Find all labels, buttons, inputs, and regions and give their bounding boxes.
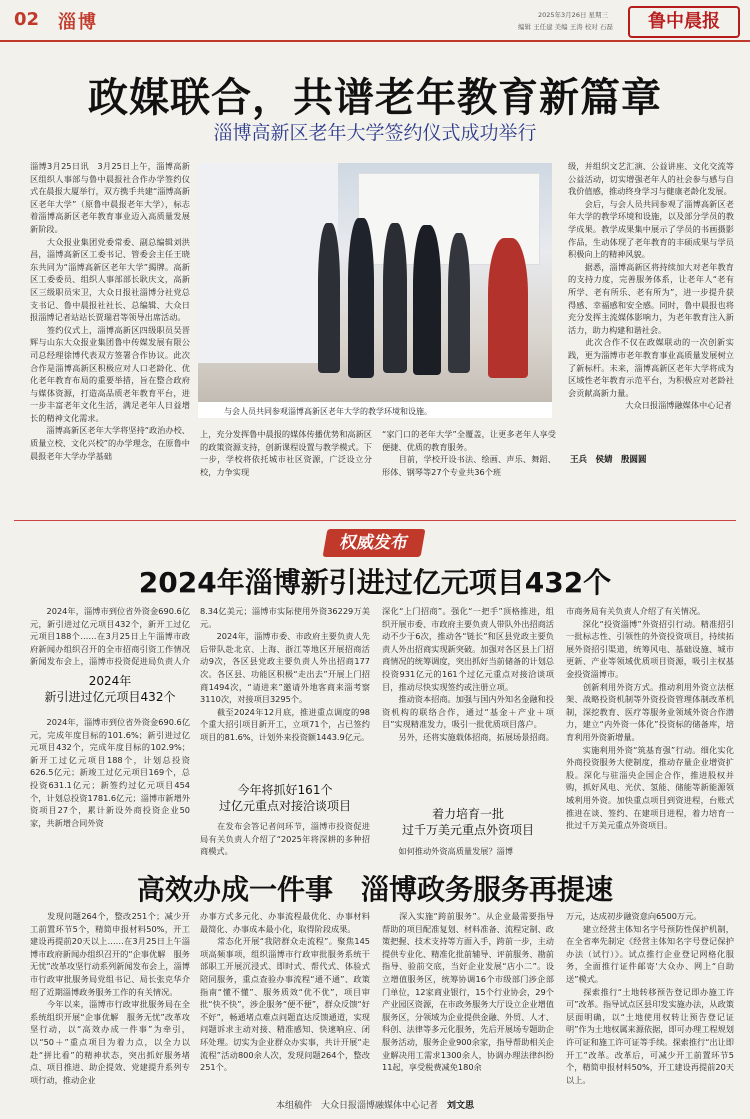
lead-column-1: 淄博3月25日讯 3月25日上午，淄博高新区组织人事部与鲁中晨报社合作办学签约仪式在晨报大厦举行，双方携手共建“淄博高新区老年大学”（原鲁中晨报老年大学），标志着淄博高新区老年教育事业迈入高质量发展新阶段。 大众报业集团党委常委、副总编辑刘洪昌，淄博高新区工委书记、管委会主任王晓东共同为“淄博高新区老年大学”揭牌。高新区工委委员、组织人事部部长耿庆文，高新区三级职员宋卫，大众日报社淄博分社党总支书记、鲁中晨报社社长、总编辑、大众日报淄博记者站站长贾瑞君等领导出席活动。 签约仪式上，淄博高新区四级职员吴晋辉与山东大众报业集团鲁中传媒发展有限公司总经理徐博代表双方签署合作协议。此次合作是淄博高新区积极应对人口老龄化、优化老年教育布局的重要举措，旨在整合政府与媒体资源，打造高品质老年教育平台，进一步丰富老年文化生活，满足老年人日益增长的精神文化需求。 淄博高新区老年大学将坚持“政治办校、质量立校、文化兴校”的办学理念，在原鲁中晨报老年大学办学基础 [30,161,190,461]
footer-text: 本组稿件 大众日报淄博融媒体中心记者 [275,1101,438,1111]
article3-column-2: 办事方式多元化、办事流程最优化、办事材料最简化、办事成本最小化，取得阶段成果。 常态化开展“我陪群众走流程”。聚焦145项高频事项，组织淄博市行政审批服务系统干部职工开展沉浸式、即时式、帮代式、体验式陪同服务，重点查验办事流程“通不通”、政策指南“懂不懂”、服务质效“优不优”，项目审批“快不快”，涉企服务“便不便”，群众反馈“好不好”，畅通堵点难点问题直达反馈通道，实现问题诉求主动对接、精准感知、快速响应、闭环处理。切实为企业群众办实事，共计开展“走流程”活动800余人次，发现问题264个，整改251个。 [200,911,370,1073]
article2-subhead-3: 着力培育一批 过千万美元重点外资项目 [401,807,534,837]
footer-name: 刘文思 [447,1101,475,1111]
article2-sidebar-heading: 2024年 新引进过亿元项目432个 [44,674,176,704]
article2-column-4: 市商务局有关负责人介绍了有关情况。 深化“投资淄博”外资招引行动。精准招引一批标志性、引领性的外资投资项目，持续拓展外资招引渠道，统筹风电、基础设施、城市更新、产业等领域优质项目资源，吸引主权基金投资淄博市。 创新利用外资方式。推动利用外资立法框架、战略投资机制等外资投资管理体制改革机制，深挖教育、医疗等服务业领域外资合作潜力，建立“内外资一体化”投资标的储备库，培育利用外资新增量。 实施利用外资“筑基育强”行动。细化实化外商投资服务大使制度，推动存量企业增资扩股。深化与驻淄央企国企合作，推进股权并购，抓好风电、光伏、氢能、储能等新能源领域利用外资。加快重点项目到资进程，台账式推进在谈、签约、在建项目进程，着力培育一批过千万美元重点外资项目。 [566,606,734,831]
lead-subheadline: 淄博高新区老年大学签约仪式成功举行 [213,122,537,144]
photo-caption: 与会人员共同参观淄博高新区老年大学的教学环境和设施。 [224,407,432,416]
article2-column-3a: 深化“上门招商”。强化“一把手”顶格推进，组织开展市委、市政府主要负责人带队外出招商活动不少于6次，推动各“链长”和区县党政主要负责人外出招商实现新突破。加强对各区县上门招商情况的统筹调度，突出抓好当前储备的计划总投资931亿元的161个过亿元重点对接洽谈项目，推动尽快实现签约或注册立项。 推动资本招商。加强与国内外知名金融和投资机构的联络合作，通过“基金＋产业＋项目”实现精准发力，吸引一批优质项目落户。 另外，还将实施载体招商，拓展场景招商。 [382,606,554,742]
article2-column-1a: 2024年，淄博市到位省外资金690.6亿元，新引进过亿元项目432个，新开工过亿元项目188个……在3月25日上午淄博市政府新闻办组织召开的全市招商引资工作情况新闻发布会上，淄博市投资促进局负责人介 [30,606,190,667]
article2-subhead-2: 今年将抓好161个 过亿元重点对接洽谈项目 [218,783,351,813]
lead-column-2: 上，充分发挥鲁中晨报的媒体传播优势和高新区的政策资源支持，创新课程设置与教学模式。下一步，学校将依托城市社区资源，广泛设立分校，力争实现 [200,429,372,477]
article2-column-1b: 2024年，淄博市到位省外资金690.6亿元，完成年度目标的101.6%；新引进过亿元项目432个，完成年度目标的102.9%；新开工过亿元项目188个，计划总投资626.5亿元；新竣工过亿元项目169个，总投资631.1亿元；新签约过亿元项目454个，计划总投资1781.6亿元；淄博市新增外资项目27个，累计新设外商投资企业50家，共新增合同外资 [30,717,190,828]
article3-column-4: 万元，达成初步融资意向6500万元。 建立经营主体知名字号预防性保护机制，在全省率先制定《经营主体知名字号登记保护办法（试行）》。试点推行企业登记网格化服务，全面推行证件邮寄'大众办、网上“自助送”模式。 探索推行“土地转移预告登记即办施工许可”改革。指导试点区县印发实施办法，从政策层面明确，以“土地使用权转让预告登记证明”作为土地权属来源依据，即可办理工程规划许可证和施工许可证等手续。探索推行“出让即开工”改革。改革后，可减少开工前置环节5个，精简申报材料50%，开工建设再提前20天以上。 [566,911,734,1085]
article2-column-2a: 8.34亿美元；淄博市实际使用外资36229万美元。 2024年，淄博市委、市政府主要负责人先后带队赴北京、上海、浙江等地区开展招商活动9次，各区县党政主要负责人外出招商177次。各区县、功能区积极“走出去”开展上门招商1494次，“请进来”邀请外地客商来淄考察3110次，对接项目3295个。 截至2024年12月底，推进重点调度的98个重大招引项目新开工，立项71个，占已签约项目的81.6%，计划外来投资额1443.9亿元。 [200,606,370,742]
lead-headline: 政媒联合，共谱老年教育新篇章 [88,75,662,121]
section-divider [14,520,736,521]
lead-byline: 王兵 侯婧 殷圆圆 [570,455,647,465]
article2-headline: 2024年淄博新引进过亿元项目432个 [138,566,612,599]
article3-column-1: 发现问题264个，整改251个；减少开工前置环节5个，精简申报材料50%，开工建设再提前20天以上……在3月25日上午淄博市政府新闻办组织召开的“企事优解 服务无忧”改革攻坚行动系列新闻发布会上，淄博市行政审批服务局党组书记、局长张克华介绍了近期淄博政务服务工作的有关情况。 今年以来，淄博市行政审批服务局在全系统组织开展“企事优解 服务无忧”改革攻坚行动，以“高效办成一件事”为牵引，以“50＋”重点项目为着力点，以全力以赴“拼比看”的精神状态，突出抓好服务堵点、项目推进、助企提效、党建提升系列专项行动，推动企业 [30,911,190,1085]
lead-column-4: 级，并组织文艺汇演、公益讲座、文化交流等公益活动，切实增强老年人的社会参与感与自我价值感，推动终身学习与健康老龄化发展。 会后，与会人员共同参观了淄博高新区老年大学的教学环境和设施，以及部分学员的教学成果。教学成果集中展示了学员的书画摄影作品，生动体现了老年教育的丰硕成果与学员积极向上的精神风貌。 据悉，淄博高新区将持续加大对老年教育的支持力度，完善服务体系，让老年人“老有所学、老有所乐、老有所为”，进一步提升获得感、幸福感和安全感。同时，鲁中晨报也将充分发挥主流媒体影响力，为老年教育注入新活力，助力构建和谐社会。 此次合作不仅在政媒联动的一次创新实践，更为淄博市老年教育事业高质量发展树立了新标杆。未来，淄博高新区老年大学将成为区域性老年教育示范平台，为积极应对老龄社会贡献高新力量。 大众日报淄博融媒体中心记者 [568,161,734,411]
staff-line: 编辑 王任建 美编 王涛 校对 石磊 [518,23,613,31]
date-line: 2025年3月26日 星期三 [538,11,609,19]
masthead-rule [0,40,750,42]
section-badge: 权威发布 [323,529,426,557]
event-photo [198,163,552,417]
article3-column-3: 深入实施“跨前服务”。从企业最需要指导帮助的项目配准复划、材料准备、流程定制、政策把握、技术支持等方面入手，跨前一步，主动提供专业化、精准化批前辅导、评前服务、勘前指导、验前交底，当好企业发展“店小二”。设立增值服务区，统筹协调16个市级部门涉企部门单位，12家商业银行，15个行业协会，29个产业园区资源，在市政务服务大厅设立企业增值服务区，分领域为企业提供金融、外贸、人才、科创、法律等多元化服务，先后开展场专题助企服务活动，服务企业900余家，指导帮助相关企业解决用工需求1300余人，协调办理法律纠纷11起，享受税费减免180余 [382,911,554,1073]
article2-column-3b: 如何推动外资高质量发展？淄博 [382,846,514,856]
section-name: 淄博 [58,12,98,33]
article3-headline: 高效办成一件事 淄博政务服务再提速 [136,873,613,906]
footer-credit [0,1098,750,1111]
article2-column-2b: 在发布会答记者问环节，淄博市投资促进局有关负责人介绍了“2025年将深耕的多种招商模式。 [200,821,370,857]
newspaper-logo: 鲁中晨报 [628,6,740,38]
page-number: 02 [14,9,40,30]
lead-column-3: “家门口的老年大学”全覆盖，让更多老年人享受便捷、优质的教育服务。 目前，学校开设书法、绘画、声乐、舞蹈、形体、钢琴等27个专业共36个班 [382,429,556,477]
